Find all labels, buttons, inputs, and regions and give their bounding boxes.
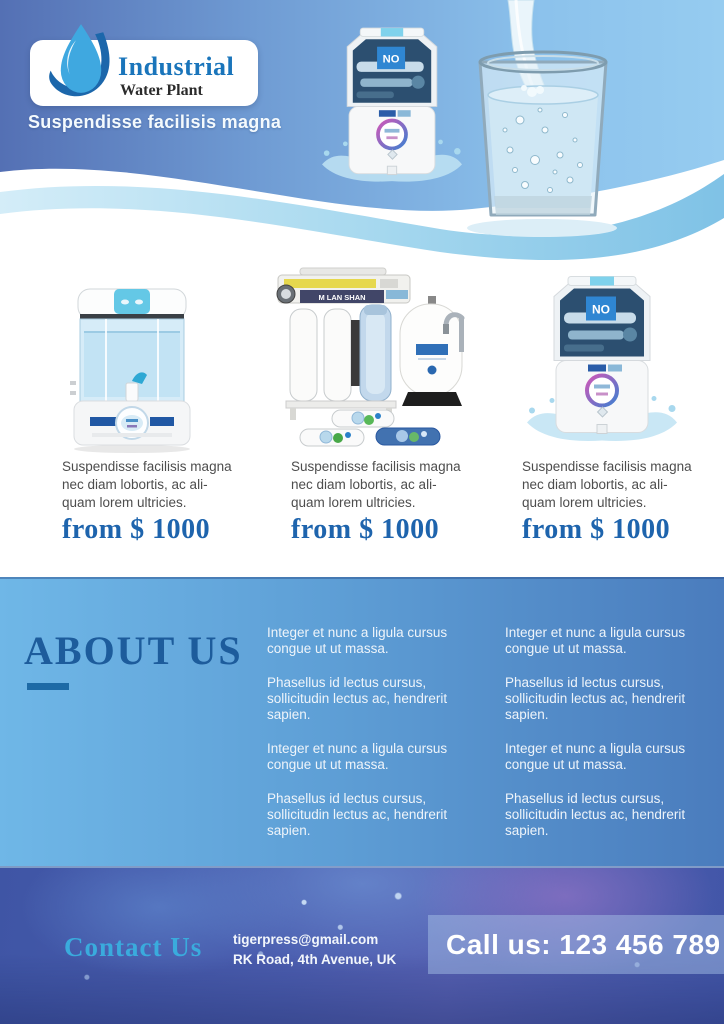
contact-info [233, 930, 396, 970]
header-tagline: Suspendisse facilisis magna [28, 112, 282, 132]
about-paragraph: Phasellus id lectus cursus, sollicitudin lectus ac, hendrerit sapien. [267, 675, 448, 722]
product-image-pearl-purifier [62, 285, 202, 455]
hero-water-glass-image [450, 0, 635, 240]
product-image-grand-purifier [512, 270, 692, 450]
about-paragraph: Phasellus id lectus cursus, sollicitudin lectus ac, hendrerit sapien. [505, 791, 686, 838]
description-line: Suspendisse facilisis magna [62, 459, 232, 474]
about-title-underline [27, 683, 69, 690]
about-paragraph: Phasellus id lectus cursus, sollicitudin lectus ac, hendrerit sapien. [267, 791, 448, 838]
about-paragraph: Integer et nunc a ligula cursus congue ut ut massa. [267, 625, 448, 656]
call-us-banner [428, 915, 724, 974]
description-line: nec diam lobortis, ac ali- [291, 477, 437, 492]
description-line: Suspendisse facilisis magna [291, 459, 461, 474]
brand-subtitle: Water Plant [120, 82, 203, 99]
product-description [291, 458, 491, 512]
contact-us-heading: Contact Us [64, 932, 203, 962]
description-line: nec diam lobortis, ac ali- [522, 477, 668, 492]
product-description [62, 458, 262, 512]
product-price: from $ 1000 [522, 514, 671, 545]
description-line: quam lorem ultricies. [62, 495, 187, 510]
about-section [0, 577, 724, 866]
about-paragraph: Integer et nunc a ligula cursus congue ut ut massa. [267, 741, 448, 772]
about-paragraph: Phasellus id lectus cursus, sollicitudin lectus ac, hendrerit sapien. [505, 675, 686, 722]
description-line: Suspendisse facilisis magna [522, 459, 692, 474]
description-line: quam lorem ultricies. [291, 495, 416, 510]
product-price: from $ 1000 [62, 514, 211, 545]
footer-section [0, 866, 724, 1024]
description-line: nec diam lobortis, ac ali- [62, 477, 208, 492]
brand-name: Industrial [118, 52, 235, 81]
contact-address: RK Road, 4th Avenue, UK [233, 952, 397, 967]
about-paragraph: Integer et nunc a ligula cursus congue ut ut massa. [505, 625, 686, 656]
contact-email: tigerpress@gmail.com [233, 932, 379, 947]
call-us-text: Call us: 123 456 789 [446, 928, 721, 960]
water-drop-icon [40, 12, 122, 108]
product-description [522, 458, 722, 512]
about-column-1 [267, 625, 485, 857]
about-column-2 [505, 625, 723, 857]
description-line: quam lorem ultricies. [522, 495, 647, 510]
product-image-ro-system [270, 262, 470, 450]
about-paragraph: Integer et nunc a ligula cursus congue ut ut massa. [505, 741, 686, 772]
ro-system-brand-label: M LAN SHAN [318, 293, 366, 302]
about-title: ABOUT US [24, 628, 243, 673]
product-price: from $ 1000 [291, 514, 440, 545]
